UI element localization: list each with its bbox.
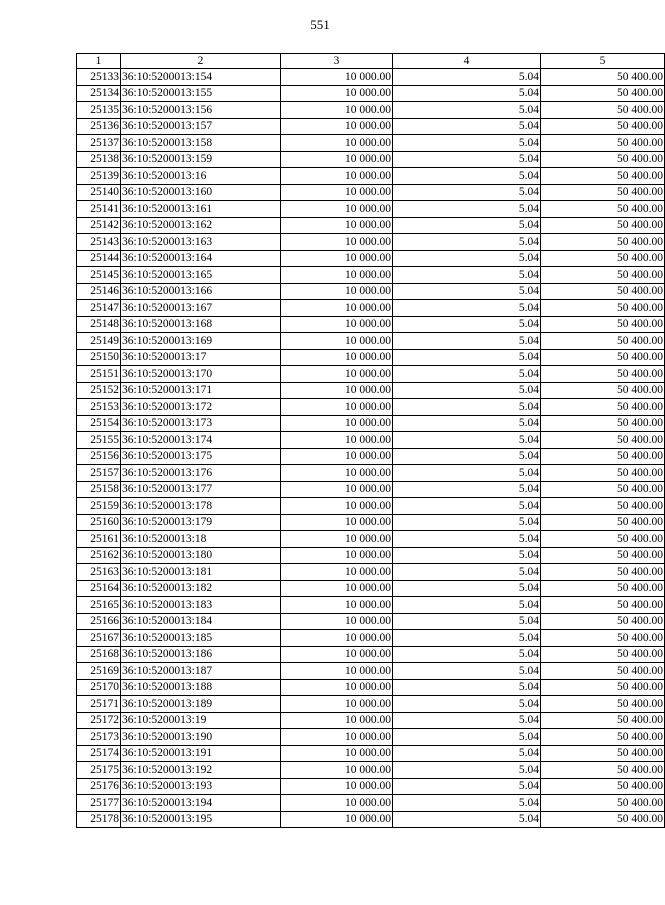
total-value-cell: 50 400.00	[541, 69, 665, 86]
rate-value-cell: 5.04	[393, 399, 541, 416]
area-value-cell: 10 000.00	[281, 531, 393, 548]
total-value-cell: 50 400.00	[541, 778, 665, 795]
total-value-cell: 50 400.00	[541, 564, 665, 581]
area-value-cell: 10 000.00	[281, 481, 393, 498]
row-number-cell: 25135	[77, 102, 121, 119]
rate-value-cell: 5.04	[393, 481, 541, 498]
cadastral-number-cell: 36:10:5200013:168	[121, 316, 281, 333]
rate-value-cell: 5.04	[393, 630, 541, 647]
rate-value-cell: 5.04	[393, 118, 541, 135]
area-value-cell: 10 000.00	[281, 283, 393, 300]
table-header-row	[77, 54, 665, 69]
area-value-cell: 10 000.00	[281, 696, 393, 713]
total-value-cell: 50 400.00	[541, 250, 665, 267]
total-value-cell: 50 400.00	[541, 151, 665, 168]
row-number-cell: 25155	[77, 432, 121, 449]
table-row	[77, 712, 665, 729]
area-value-cell: 10 000.00	[281, 415, 393, 432]
cadastral-number-cell: 36:10:5200013:175	[121, 448, 281, 465]
row-number-cell: 25175	[77, 762, 121, 779]
cadastral-number-cell: 36:10:5200013:176	[121, 465, 281, 482]
total-value-cell: 50 400.00	[541, 580, 665, 597]
area-value-cell: 10 000.00	[281, 663, 393, 680]
row-number-cell: 25153	[77, 399, 121, 416]
cadastral-number-cell: 36:10:5200013:165	[121, 267, 281, 284]
rate-value-cell: 5.04	[393, 613, 541, 630]
total-value-cell: 50 400.00	[541, 184, 665, 201]
rate-value-cell: 5.04	[393, 250, 541, 267]
rate-value-cell: 5.04	[393, 333, 541, 350]
total-value-cell: 50 400.00	[541, 795, 665, 812]
area-value-cell: 10 000.00	[281, 250, 393, 267]
row-number-cell: 25178	[77, 811, 121, 828]
total-value-cell: 50 400.00	[541, 333, 665, 350]
total-value-cell: 50 400.00	[541, 267, 665, 284]
total-value-cell: 50 400.00	[541, 300, 665, 317]
rate-value-cell: 5.04	[393, 382, 541, 399]
table-row	[77, 85, 665, 102]
area-value-cell: 10 000.00	[281, 630, 393, 647]
cadastral-number-cell: 36:10:5200013:185	[121, 630, 281, 647]
cadastral-number-cell: 36:10:5200013:182	[121, 580, 281, 597]
cadastral-number-cell: 36:10:5200013:19	[121, 712, 281, 729]
row-number-cell: 25146	[77, 283, 121, 300]
row-number-cell: 25171	[77, 696, 121, 713]
total-value-cell: 50 400.00	[541, 712, 665, 729]
table-row	[77, 267, 665, 284]
row-number-cell: 25149	[77, 333, 121, 350]
rate-value-cell: 5.04	[393, 151, 541, 168]
rate-value-cell: 5.04	[393, 564, 541, 581]
rate-value-cell: 5.04	[393, 217, 541, 234]
rate-value-cell: 5.04	[393, 349, 541, 366]
table-row	[77, 283, 665, 300]
total-value-cell: 50 400.00	[541, 762, 665, 779]
total-value-cell: 50 400.00	[541, 465, 665, 482]
row-number-cell: 25134	[77, 85, 121, 102]
row-number-cell: 25169	[77, 663, 121, 680]
cadastral-number-cell: 36:10:5200013:161	[121, 201, 281, 218]
area-value-cell: 10 000.00	[281, 168, 393, 185]
cadastral-number-cell: 36:10:5200013:163	[121, 234, 281, 251]
cadastral-number-cell: 36:10:5200013:159	[121, 151, 281, 168]
area-value-cell: 10 000.00	[281, 679, 393, 696]
area-value-cell: 10 000.00	[281, 597, 393, 614]
table-row	[77, 118, 665, 135]
rate-value-cell: 5.04	[393, 663, 541, 680]
row-number-cell: 25154	[77, 415, 121, 432]
total-value-cell: 50 400.00	[541, 613, 665, 630]
rate-value-cell: 5.04	[393, 234, 541, 251]
row-number-cell: 25174	[77, 745, 121, 762]
row-number-cell: 25143	[77, 234, 121, 251]
table-row	[77, 547, 665, 564]
total-value-cell: 50 400.00	[541, 597, 665, 614]
table-row	[77, 646, 665, 663]
rate-value-cell: 5.04	[393, 415, 541, 432]
column-header: 3	[281, 54, 393, 69]
rate-value-cell: 5.04	[393, 102, 541, 119]
area-value-cell: 10 000.00	[281, 184, 393, 201]
rate-value-cell: 5.04	[393, 498, 541, 515]
row-number-cell: 25166	[77, 613, 121, 630]
row-number-cell: 25160	[77, 514, 121, 531]
rate-value-cell: 5.04	[393, 646, 541, 663]
cadastral-number-cell: 36:10:5200013:17	[121, 349, 281, 366]
rate-value-cell: 5.04	[393, 696, 541, 713]
rate-value-cell: 5.04	[393, 201, 541, 218]
cadastral-number-cell: 36:10:5200013:170	[121, 366, 281, 383]
rate-value-cell: 5.04	[393, 514, 541, 531]
table-row	[77, 316, 665, 333]
total-value-cell: 50 400.00	[541, 102, 665, 119]
cadastral-number-cell: 36:10:5200013:156	[121, 102, 281, 119]
rate-value-cell: 5.04	[393, 184, 541, 201]
area-value-cell: 10 000.00	[281, 580, 393, 597]
cadastral-number-cell: 36:10:5200013:190	[121, 729, 281, 746]
area-value-cell: 10 000.00	[281, 564, 393, 581]
row-number-cell: 25136	[77, 118, 121, 135]
table-row	[77, 498, 665, 515]
rate-value-cell: 5.04	[393, 267, 541, 284]
area-value-cell: 10 000.00	[281, 613, 393, 630]
cadastral-number-cell: 36:10:5200013:184	[121, 613, 281, 630]
cadastral-number-cell: 36:10:5200013:158	[121, 135, 281, 152]
area-value-cell: 10 000.00	[281, 547, 393, 564]
rate-value-cell: 5.04	[393, 580, 541, 597]
rate-value-cell: 5.04	[393, 135, 541, 152]
total-value-cell: 50 400.00	[541, 448, 665, 465]
row-number-cell: 25151	[77, 366, 121, 383]
table-row	[77, 333, 665, 350]
total-value-cell: 50 400.00	[541, 118, 665, 135]
row-number-cell: 25165	[77, 597, 121, 614]
area-value-cell: 10 000.00	[281, 729, 393, 746]
area-value-cell: 10 000.00	[281, 217, 393, 234]
area-value-cell: 10 000.00	[281, 366, 393, 383]
table-row	[77, 514, 665, 531]
rate-value-cell: 5.04	[393, 316, 541, 333]
total-value-cell: 50 400.00	[541, 811, 665, 828]
area-value-cell: 10 000.00	[281, 300, 393, 317]
cadastral-number-cell: 36:10:5200013:193	[121, 778, 281, 795]
rate-value-cell: 5.04	[393, 531, 541, 548]
total-value-cell: 50 400.00	[541, 85, 665, 102]
rate-value-cell: 5.04	[393, 69, 541, 86]
row-number-cell: 25164	[77, 580, 121, 597]
rate-value-cell: 5.04	[393, 300, 541, 317]
cadastral-number-cell: 36:10:5200013:18	[121, 531, 281, 548]
total-value-cell: 50 400.00	[541, 729, 665, 746]
row-number-cell: 25137	[77, 135, 121, 152]
total-value-cell: 50 400.00	[541, 514, 665, 531]
total-value-cell: 50 400.00	[541, 201, 665, 218]
row-number-cell: 25142	[77, 217, 121, 234]
row-number-cell: 25133	[77, 69, 121, 86]
total-value-cell: 50 400.00	[541, 135, 665, 152]
area-value-cell: 10 000.00	[281, 465, 393, 482]
area-value-cell: 10 000.00	[281, 646, 393, 663]
table-row	[77, 663, 665, 680]
row-number-cell: 25152	[77, 382, 121, 399]
table-row	[77, 481, 665, 498]
cadastral-number-cell: 36:10:5200013:188	[121, 679, 281, 696]
cadastral-number-cell: 36:10:5200013:192	[121, 762, 281, 779]
row-number-cell: 25170	[77, 679, 121, 696]
column-header: 4	[393, 54, 541, 69]
rate-value-cell: 5.04	[393, 745, 541, 762]
row-number-cell: 25177	[77, 795, 121, 812]
rate-value-cell: 5.04	[393, 432, 541, 449]
column-header: 2	[121, 54, 281, 69]
table-row	[77, 564, 665, 581]
total-value-cell: 50 400.00	[541, 646, 665, 663]
area-value-cell: 10 000.00	[281, 85, 393, 102]
rate-value-cell: 5.04	[393, 168, 541, 185]
table-row	[77, 102, 665, 119]
row-number-cell: 25168	[77, 646, 121, 663]
column-header: 5	[541, 54, 665, 69]
rate-value-cell: 5.04	[393, 597, 541, 614]
rate-value-cell: 5.04	[393, 729, 541, 746]
cadastral-number-cell: 36:10:5200013:171	[121, 382, 281, 399]
column-header: 1	[77, 54, 121, 69]
row-number-cell: 25147	[77, 300, 121, 317]
area-value-cell: 10 000.00	[281, 382, 393, 399]
table-row	[77, 69, 665, 86]
table-row	[77, 217, 665, 234]
total-value-cell: 50 400.00	[541, 481, 665, 498]
data-table	[76, 53, 665, 828]
rate-value-cell: 5.04	[393, 85, 541, 102]
area-value-cell: 10 000.00	[281, 811, 393, 828]
area-value-cell: 10 000.00	[281, 135, 393, 152]
cadastral-number-cell: 36:10:5200013:174	[121, 432, 281, 449]
cadastral-number-cell: 36:10:5200013:178	[121, 498, 281, 515]
area-value-cell: 10 000.00	[281, 448, 393, 465]
page-number: 551	[310, 17, 330, 32]
rate-value-cell: 5.04	[393, 448, 541, 465]
cadastral-number-cell: 36:10:5200013:162	[121, 217, 281, 234]
area-value-cell: 10 000.00	[281, 102, 393, 119]
cadastral-number-cell: 36:10:5200013:160	[121, 184, 281, 201]
row-number-cell: 25148	[77, 316, 121, 333]
area-value-cell: 10 000.00	[281, 795, 393, 812]
total-value-cell: 50 400.00	[541, 415, 665, 432]
table-row	[77, 762, 665, 779]
table-row	[77, 349, 665, 366]
area-value-cell: 10 000.00	[281, 498, 393, 515]
row-number-cell: 25158	[77, 481, 121, 498]
table-row	[77, 201, 665, 218]
table-row	[77, 696, 665, 713]
rate-value-cell: 5.04	[393, 679, 541, 696]
rate-value-cell: 5.04	[393, 366, 541, 383]
area-value-cell: 10 000.00	[281, 762, 393, 779]
area-value-cell: 10 000.00	[281, 234, 393, 251]
table-row	[77, 630, 665, 647]
row-number-cell: 25138	[77, 151, 121, 168]
total-value-cell: 50 400.00	[541, 696, 665, 713]
table-row	[77, 580, 665, 597]
total-value-cell: 50 400.00	[541, 432, 665, 449]
total-value-cell: 50 400.00	[541, 382, 665, 399]
total-value-cell: 50 400.00	[541, 399, 665, 416]
row-number-cell: 25167	[77, 630, 121, 647]
area-value-cell: 10 000.00	[281, 745, 393, 762]
area-value-cell: 10 000.00	[281, 432, 393, 449]
row-number-cell: 25159	[77, 498, 121, 515]
row-number-cell: 25161	[77, 531, 121, 548]
table-row	[77, 778, 665, 795]
rate-value-cell: 5.04	[393, 811, 541, 828]
cadastral-number-cell: 36:10:5200013:195	[121, 811, 281, 828]
cadastral-number-cell: 36:10:5200013:181	[121, 564, 281, 581]
total-value-cell: 50 400.00	[541, 630, 665, 647]
cadastral-number-cell: 36:10:5200013:177	[121, 481, 281, 498]
cadastral-number-cell: 36:10:5200013:167	[121, 300, 281, 317]
cadastral-number-cell: 36:10:5200013:164	[121, 250, 281, 267]
table-row	[77, 811, 665, 828]
row-number-cell: 25139	[77, 168, 121, 185]
table-row	[77, 432, 665, 449]
table-row	[77, 465, 665, 482]
table-row	[77, 300, 665, 317]
total-value-cell: 50 400.00	[541, 283, 665, 300]
table-row	[77, 366, 665, 383]
cadastral-number-cell: 36:10:5200013:157	[121, 118, 281, 135]
cadastral-number-cell: 36:10:5200013:173	[121, 415, 281, 432]
total-value-cell: 50 400.00	[541, 349, 665, 366]
table-row	[77, 531, 665, 548]
total-value-cell: 50 400.00	[541, 679, 665, 696]
row-number-cell: 25162	[77, 547, 121, 564]
table-row	[77, 597, 665, 614]
rate-value-cell: 5.04	[393, 547, 541, 564]
cadastral-number-cell: 36:10:5200013:187	[121, 663, 281, 680]
cadastral-number-cell: 36:10:5200013:180	[121, 547, 281, 564]
area-value-cell: 10 000.00	[281, 316, 393, 333]
row-number-cell: 25145	[77, 267, 121, 284]
total-value-cell: 50 400.00	[541, 547, 665, 564]
cadastral-number-cell: 36:10:5200013:179	[121, 514, 281, 531]
area-value-cell: 10 000.00	[281, 201, 393, 218]
total-value-cell: 50 400.00	[541, 217, 665, 234]
rate-value-cell: 5.04	[393, 712, 541, 729]
table-row	[77, 234, 665, 251]
total-value-cell: 50 400.00	[541, 531, 665, 548]
rate-value-cell: 5.04	[393, 795, 541, 812]
rate-value-cell: 5.04	[393, 465, 541, 482]
row-number-cell: 25150	[77, 349, 121, 366]
cadastral-number-cell: 36:10:5200013:154	[121, 69, 281, 86]
total-value-cell: 50 400.00	[541, 498, 665, 515]
row-number-cell: 25156	[77, 448, 121, 465]
table-row	[77, 679, 665, 696]
area-value-cell: 10 000.00	[281, 399, 393, 416]
table-row	[77, 745, 665, 762]
area-value-cell: 10 000.00	[281, 514, 393, 531]
table-row	[77, 729, 665, 746]
total-value-cell: 50 400.00	[541, 316, 665, 333]
table-row	[77, 250, 665, 267]
table-row	[77, 184, 665, 201]
total-value-cell: 50 400.00	[541, 168, 665, 185]
cadastral-number-cell: 36:10:5200013:186	[121, 646, 281, 663]
row-number-cell: 25172	[77, 712, 121, 729]
cadastral-number-cell: 36:10:5200013:191	[121, 745, 281, 762]
table-row	[77, 415, 665, 432]
row-number-cell: 25176	[77, 778, 121, 795]
total-value-cell: 50 400.00	[541, 745, 665, 762]
table-row	[77, 448, 665, 465]
cadastral-number-cell: 36:10:5200013:155	[121, 85, 281, 102]
table-row	[77, 168, 665, 185]
row-number-cell: 25140	[77, 184, 121, 201]
area-value-cell: 10 000.00	[281, 333, 393, 350]
area-value-cell: 10 000.00	[281, 712, 393, 729]
cadastral-number-cell: 36:10:5200013:183	[121, 597, 281, 614]
row-number-cell: 25141	[77, 201, 121, 218]
area-value-cell: 10 000.00	[281, 69, 393, 86]
cadastral-number-cell: 36:10:5200013:16	[121, 168, 281, 185]
area-value-cell: 10 000.00	[281, 267, 393, 284]
total-value-cell: 50 400.00	[541, 663, 665, 680]
rate-value-cell: 5.04	[393, 778, 541, 795]
cadastral-number-cell: 36:10:5200013:169	[121, 333, 281, 350]
row-number-cell: 25173	[77, 729, 121, 746]
row-number-cell: 25144	[77, 250, 121, 267]
row-number-cell: 25163	[77, 564, 121, 581]
total-value-cell: 50 400.00	[541, 234, 665, 251]
cadastral-number-cell: 36:10:5200013:172	[121, 399, 281, 416]
table-row	[77, 613, 665, 630]
area-value-cell: 10 000.00	[281, 151, 393, 168]
table-body	[77, 69, 665, 828]
area-value-cell: 10 000.00	[281, 118, 393, 135]
cadastral-number-cell: 36:10:5200013:166	[121, 283, 281, 300]
table-row	[77, 399, 665, 416]
table-row	[77, 135, 665, 152]
total-value-cell: 50 400.00	[541, 366, 665, 383]
table-row	[77, 151, 665, 168]
area-value-cell: 10 000.00	[281, 778, 393, 795]
row-number-cell: 25157	[77, 465, 121, 482]
table-row	[77, 382, 665, 399]
table-row	[77, 795, 665, 812]
area-value-cell: 10 000.00	[281, 349, 393, 366]
cadastral-number-cell: 36:10:5200013:194	[121, 795, 281, 812]
rate-value-cell: 5.04	[393, 762, 541, 779]
rate-value-cell: 5.04	[393, 283, 541, 300]
cadastral-number-cell: 36:10:5200013:189	[121, 696, 281, 713]
